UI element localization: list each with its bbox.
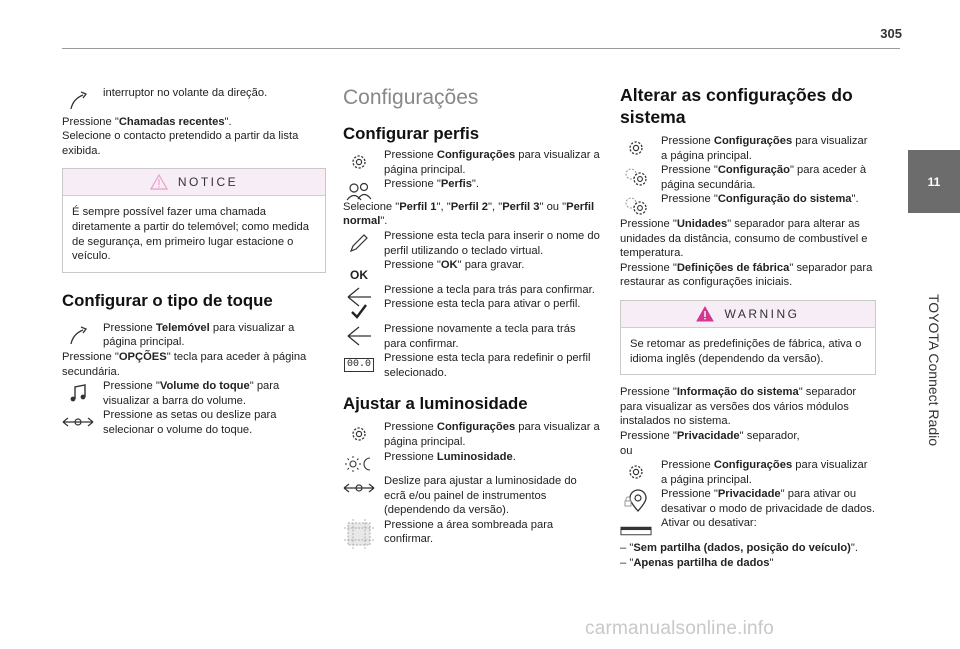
recent-calls-text: Pressione "Chamadas recentes". <box>62 115 232 128</box>
options-text: Pressione "OPÇÕES" tecla para aceder à página secundária. <box>62 350 307 378</box>
system-settings-heading: Alterar as configurações do sistema <box>620 85 853 127</box>
step-back-confirm: Pressione a tecla para trás para confirmar. <box>343 283 601 298</box>
intro-block <box>62 86 326 101</box>
steering-switch-icon <box>62 87 94 113</box>
step-shaded-area: Pressione a área sombreada para confirmar. <box>343 518 601 547</box>
double-gear-icon <box>620 193 652 219</box>
factory-text: Pressione "Definições de fábrica" separador para restaurar as configurações iniciais. <box>620 261 873 289</box>
sun-moon-icon <box>343 451 375 477</box>
step-settings-profiles: Pressione Configurações para visualizar a página principal. <box>343 148 601 177</box>
step-ringtone-volume: Pressione "Volume do toque" para visualizar a barra do volume. <box>62 379 326 408</box>
notice-title: NOTICE <box>177 175 239 190</box>
brightness-heading: Ajustar a luminosidade <box>343 394 528 414</box>
profiles-heading: Configurar perfis <box>343 124 480 143</box>
double-gear-icon <box>620 164 652 190</box>
ok-icon: OK <box>350 267 368 282</box>
step-activate: Pressione esta tecla para ativar o perfil. <box>343 297 601 312</box>
reset-counter-icon: 00.0 <box>343 352 375 378</box>
notice-text: É sempre possível fazer uma chamada diretamente a partir do telemóvel; como medida de segurança, em primeiro lugar estacione o veículo. <box>72 206 309 263</box>
warning-triangle-icon <box>150 174 168 190</box>
column-middle <box>343 86 601 547</box>
gear-icon <box>343 421 375 447</box>
step-back-again: Pressione novamente a tecla para trás para confirmar. <box>343 322 601 351</box>
shaded-area-icon <box>343 519 375 549</box>
step-sys-settings: Pressione Configurações para visualizar a página principal. <box>620 134 876 163</box>
step-brightness-settings: Pressione Configurações para visualizar a página principal. <box>343 420 601 449</box>
back-arrow-icon <box>343 323 375 349</box>
notice-header <box>63 169 325 196</box>
watermark: carmanualsonline.info <box>585 618 775 639</box>
step-brightness: Pressione Luminosidade. <box>343 450 601 465</box>
warning-box <box>620 300 876 375</box>
checkmark-icon <box>343 298 375 324</box>
step-arrows: Pressione as setas ou deslize para selecionar o volume do toque. <box>62 408 326 437</box>
warning-triangle-icon <box>696 306 714 322</box>
column-right <box>620 84 876 570</box>
system-info-text: Pressione "Informação do sistema" separador para visualizar as versões dos vários módulos instalados no sistema. <box>620 386 857 428</box>
settings-title: Configurações <box>343 86 479 109</box>
gear-icon <box>343 149 375 175</box>
profiles-icon <box>343 178 375 204</box>
header-rule <box>62 48 900 49</box>
privacy-location-icon <box>620 488 652 514</box>
notice-box <box>62 168 326 272</box>
toggle-bar-icon <box>620 518 652 544</box>
units-text: Pressione "Unidades" separador para alterar as unidades da distância, consumo de combustível e temperatura. <box>620 217 868 260</box>
step-reset-profile: 00.0 Pressione esta tecla para redefinir o perfil selecionado. <box>343 351 601 380</box>
step-edit-name: Pressione esta tecla para inserir o nome do perfil utilizando o teclado virtual. <box>343 229 601 258</box>
step-slide-brightness: Deslize para ajustar a luminosidade do ecrã e/ou painel de instrumentos (dependendo da versão). <box>343 474 601 518</box>
gear-icon <box>620 135 652 161</box>
step-privacy-settings: Pressione Configurações para visualizar a página principal. <box>620 458 876 487</box>
ringtone-heading: Configurar o tipo de toque <box>62 290 273 310</box>
select-profile-text: Selecione "Perfil 1", "Perfil 2", "Perfil 3" ou "Perfil normal". <box>343 200 595 228</box>
privacy-tab-text: Pressione "Privacidade" separador, <box>620 429 800 442</box>
slider-arrows-icon <box>62 409 94 435</box>
pencil-icon <box>343 230 375 256</box>
chapter-title: TOYOTA Connect Radio <box>926 294 942 446</box>
phone-handset-icon <box>62 322 94 348</box>
gear-icon <box>620 459 652 485</box>
warning-text: Se retomar as predefinições de fábrica, ativa o idioma inglês (dependendo da versão). <box>630 337 862 365</box>
select-contact-text: Selecione o contacto pretendido a partir da lista exibida. <box>62 130 299 157</box>
option-no-sharing: – "Sem partilha (dados, posição do veículo)". <box>620 542 858 555</box>
warning-header <box>621 301 875 328</box>
warning-title: WARNING <box>724 306 800 321</box>
or-text: ou <box>620 444 633 457</box>
option-data-sharing: – "Apenas partilha de dados" <box>620 556 774 569</box>
step-ok: OK Pressione "OK" para gravar. <box>343 258 601 273</box>
chapter-tab[interactable] <box>908 150 960 213</box>
step-profiles: Pressione "Perfis". <box>343 177 601 192</box>
music-note-icon <box>62 380 94 406</box>
slider-arrows-icon <box>343 475 375 501</box>
step-toggle: Ativar ou desativar: <box>620 516 876 531</box>
intro-text: interruptor no volante da direção. <box>103 87 268 99</box>
page-number: 305 <box>880 26 902 41</box>
column-left <box>62 86 326 438</box>
step-privacy: Pressione "Privacidade" para ativar ou desativar o modo de privacidade de dados. <box>620 487 876 516</box>
step-configuration: Pressione "Configuração" para aceder à página secundária. <box>620 163 876 192</box>
step-system-config: Pressione "Configuração do sistema". <box>620 192 876 207</box>
chapter-number: 11 <box>927 174 941 189</box>
step-telemovel: Pressione Telemóvel para visualizar a página principal. <box>62 321 326 350</box>
